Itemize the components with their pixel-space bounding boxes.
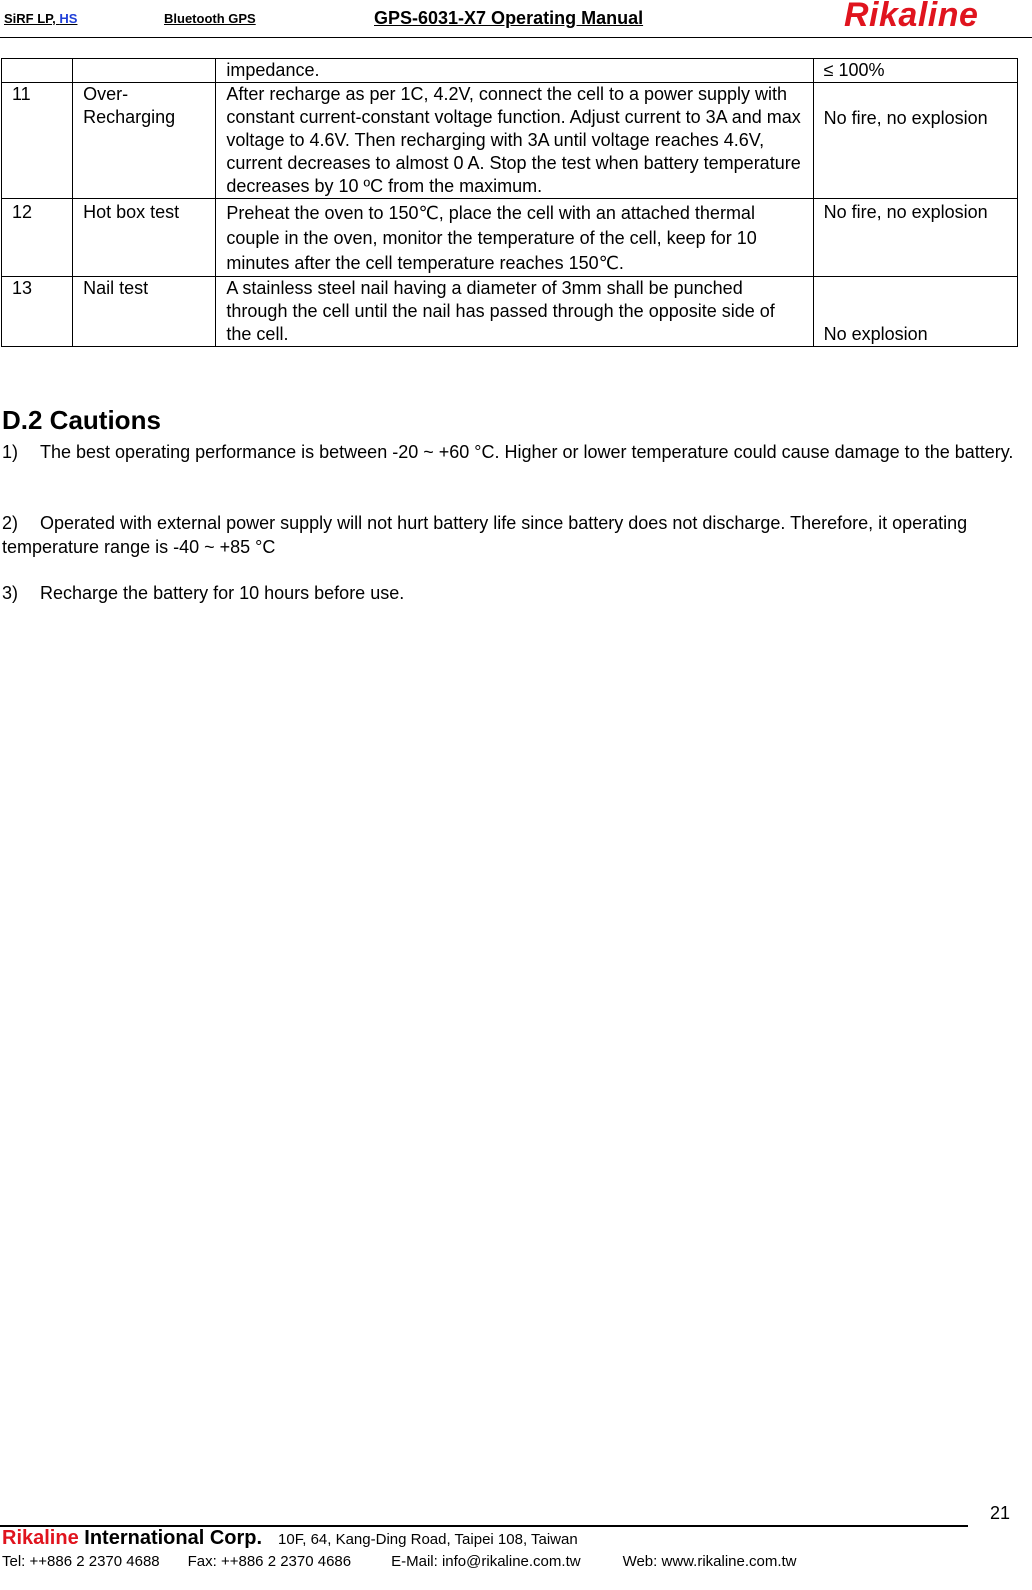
row-result: No fire, no explosion [813,199,1017,277]
row-result: ≤ 100% [813,59,1017,83]
caution-number: 3) [2,583,19,603]
header-divider [0,37,1032,38]
page-number: 21 [990,1503,1011,1523]
caution-item [2,581,1017,605]
caution-number: 1) [2,442,19,462]
company-brand: Rikaline [2,1527,79,1549]
section-title: D.2 Cautions [2,405,161,435]
row-result: No explosion [813,277,1017,347]
caution-number: 2) [2,513,19,533]
row-item: Nail test [73,277,216,347]
company-suffix: International Corp. [78,1527,263,1549]
row-procedure: impedance. [216,59,813,83]
row-procedure: After recharge as per 1C, 4.2V, connect the cell to a power supply with constant current-constant voltage function. Adjust current to 3A and max voltage to 4.6V. Then recharging with 3A until voltage reaches 4.6V, current decreases to almost 0 A. Stop the test when battery temperature decreases by 10 ºC from the maximum. [216,83,813,199]
footer-company-line [2,1527,578,1550]
header-sirf-label: SiRF LP, [4,11,60,26]
table-row [2,83,1018,199]
footer-web-link[interactable]: Web: www.rikaline.com.tw [622,1553,797,1570]
row-item [73,59,216,83]
row-item: Over-Recharging [73,83,216,199]
caution-text: Recharge the battery for 10 hours before use. [40,583,405,603]
footer-tel: Tel: ++886 2 2370 4688 [2,1553,160,1570]
row-result: No fire, no explosion [813,83,1017,199]
table-row [2,199,1018,277]
header-hs-link[interactable]: HS [59,11,78,26]
footer-contact-line [2,1553,797,1570]
row-number: 11 [2,83,73,199]
caution-item [2,440,1017,464]
table-row [2,59,1018,83]
company-name [2,1527,262,1549]
table-row [2,277,1018,347]
footer-email-link[interactable]: E-Mail: info@rikaline.com.tw [391,1553,581,1570]
row-number: 13 [2,277,73,347]
company-address: 10F, 64, Kang-Ding Road, Taipei 108, Taiwan [278,1531,578,1548]
caution-text: The best operating performance is between -20 ~ +60 °C. Higher or lower temperature could cause damage to the battery. [40,442,1014,462]
page-header [0,0,1032,40]
caution-item [2,511,1017,559]
header-bluetooth-label: Bluetooth GPS [164,11,256,26]
row-number [2,59,73,83]
safety-test-table [1,58,1018,347]
caution-text: Operated with external power supply will not hurt battery life since battery does not discharge. Therefore, it operating temperature range is -40 ~ +85 °C [2,513,968,557]
row-item: Hot box test [73,199,216,277]
row-procedure: A stainless steel nail having a diameter of 3mm shall be punched through the cell until the nail has passed through the opposite side of the cell. [216,277,813,347]
header-title: GPS-6031-X7 Operating Manual [374,8,644,28]
footer-fax: Fax: ++886 2 2370 4686 [187,1553,352,1570]
row-procedure: Preheat the oven to 150℃, place the cell with an attached thermal couple in the oven, monitor the temperature of the cell, keep for 10 minutes after the cell temperature reaches 150℃. [216,199,813,277]
rikaline-logo: Rikaline [844,0,979,34]
row-number: 12 [2,199,73,277]
header-product-line [4,11,77,26]
